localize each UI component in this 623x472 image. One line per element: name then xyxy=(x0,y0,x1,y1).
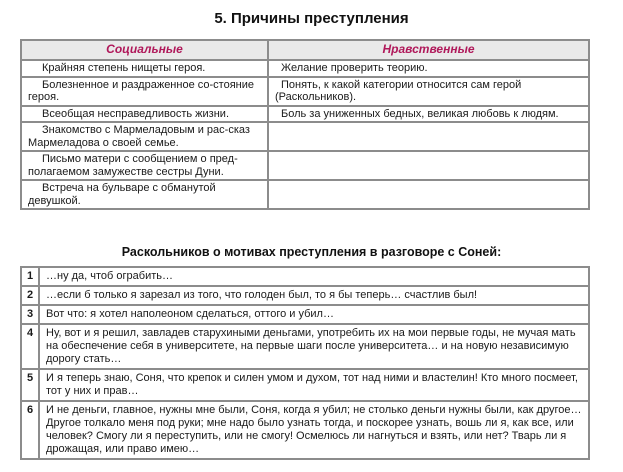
moral-cause: Боль за униженных бедных, великая любовь к людям. xyxy=(269,107,588,122)
causes-table xyxy=(20,39,590,210)
moral-cause xyxy=(269,123,588,150)
social-cause: Знакомство с Мармеладовым и рас-сказ Мармеладова о своей семье. xyxy=(22,123,267,150)
row-number: 4 xyxy=(22,325,38,368)
table-row xyxy=(22,306,588,323)
table-row xyxy=(22,152,588,179)
motive-quote: Вот что: я хотел наполеоном сделаться, оттого и убил… xyxy=(40,306,588,323)
social-header: Социальные xyxy=(22,41,267,59)
motive-quote: И я теперь знаю, Соня, что крепок и силен умом и духом, тот над ними и властелин! Кто много посмеет, тот у них и прав… xyxy=(40,370,588,400)
causes-header-row xyxy=(22,41,588,59)
moral-cause xyxy=(269,181,588,208)
social-cause: Встреча на бульваре с обманутой девушкой. xyxy=(22,181,267,208)
table-row xyxy=(22,287,588,304)
row-number: 1 xyxy=(22,268,38,285)
table-row xyxy=(22,107,588,122)
table-row xyxy=(22,123,588,150)
motive-quote: …если б только я зарезал из того, что голоден был, то я бы теперь… счастлив был! xyxy=(40,287,588,304)
row-number: 5 xyxy=(22,370,38,400)
social-cause: Всеобщая несправедливость жизни. xyxy=(22,107,267,122)
table-row xyxy=(22,325,588,368)
motive-quote: Ну, вот и я решил, завладев старухиными деньгами, употребить их на мои первые годы, не мучая мать на обеспечение себя в университете, на первые шаги после университета… и на новую независимую дорогу стать… xyxy=(40,325,588,368)
motive-quote: И не деньги, главное, нужны мне были, Соня, когда я убил; не столько деньги нужны были, как другое… Другое толкало меня под руки; мне надо было узнать тогда, и поскорее узнать, вошь ли я, как все, или человек? Смогу ли я переступить, или не смогу! Осмелюсь ли нагнуться и взять, или нет? Тварь ли я дрожащая, или право имею… xyxy=(40,402,588,458)
table-row xyxy=(22,181,588,208)
motive-quote: …ну да, чтоб ограбить… xyxy=(40,268,588,285)
table-row xyxy=(22,61,588,76)
social-cause: Письмо матери с сообщением о пред-полагаемом замужестве сестры Дуни. xyxy=(22,152,267,179)
section-subtitle: Раскольников о мотивах преступления в разговоре с Соней: xyxy=(121,245,502,259)
moral-cause: Желание проверить теорию. xyxy=(269,61,588,76)
row-number: 6 xyxy=(22,402,38,458)
page-title: 5. Причины преступления xyxy=(214,10,409,27)
table-row xyxy=(22,78,588,105)
row-number: 3 xyxy=(22,306,38,323)
social-cause: Болезненное и раздраженное со-стояние героя. xyxy=(22,78,267,105)
social-cause: Крайняя степень нищеты героя. xyxy=(22,61,267,76)
moral-cause xyxy=(269,152,588,179)
row-number: 2 xyxy=(22,287,38,304)
table-row xyxy=(22,370,588,400)
motives-table xyxy=(20,266,590,460)
table-row xyxy=(22,402,588,458)
moral-header: Нравственные xyxy=(269,41,588,59)
moral-cause: Понять, к какой категории относится сам герой (Раскольников). xyxy=(269,78,588,105)
table-row xyxy=(22,268,588,285)
